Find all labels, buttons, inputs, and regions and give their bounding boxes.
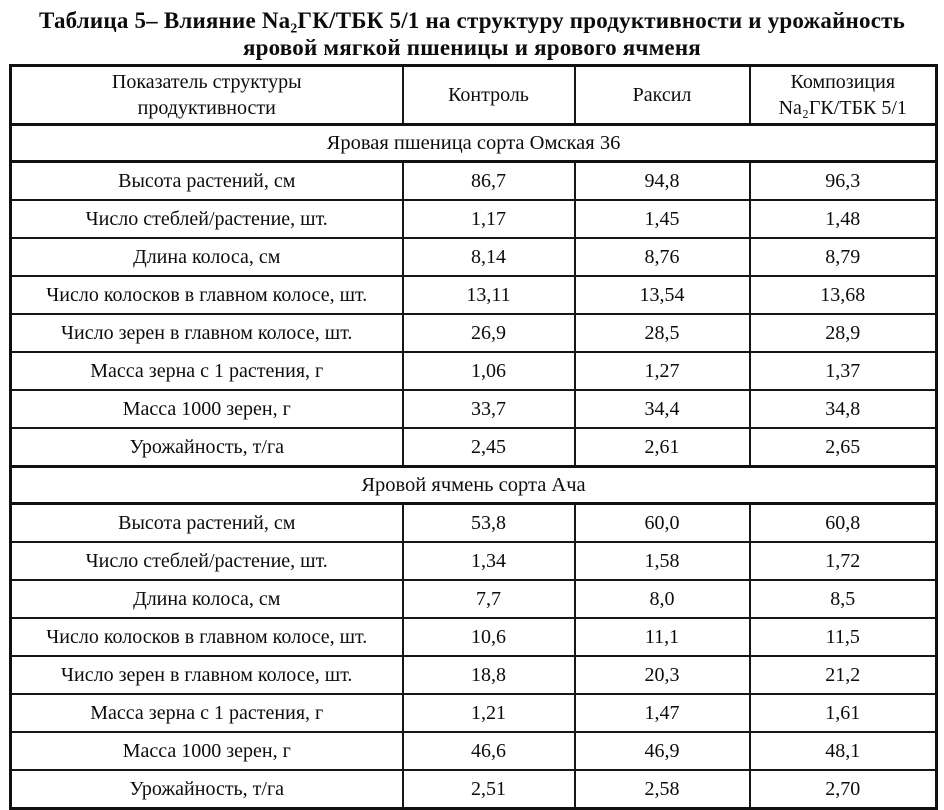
table-row: [11, 162, 937, 201]
table-row: [11, 352, 937, 390]
value-cell: 20,3: [575, 656, 750, 694]
value-cell: 13,68: [750, 276, 937, 314]
column-header-composition: [750, 66, 937, 125]
table-row: [11, 504, 937, 543]
column-header-indicator-label: Показатель структуры продуктивности: [111, 71, 302, 120]
value-cell: 1,45: [575, 200, 750, 238]
value-cell: 48,1: [750, 732, 937, 770]
row-label: Число стеблей/растение, шт.: [11, 542, 403, 580]
value-cell: 2,61: [575, 428, 750, 467]
row-label: Высота растений, см: [11, 504, 403, 543]
table-row: [11, 694, 937, 732]
row-label: Высота растений, см: [11, 162, 403, 201]
column-header-control: Контроль: [403, 66, 575, 125]
value-cell: 1,48: [750, 200, 937, 238]
table-row: [11, 390, 937, 428]
value-cell: 8,5: [750, 580, 937, 618]
value-cell: 86,7: [403, 162, 575, 201]
row-label: Длина колоса, см: [11, 580, 403, 618]
value-cell: 1,06: [403, 352, 575, 390]
table-row: [11, 542, 937, 580]
table-caption: [0, 0, 944, 61]
value-cell: 94,8: [575, 162, 750, 201]
value-cell: 28,9: [750, 314, 937, 352]
value-cell: 2,58: [575, 770, 750, 809]
value-cell: 18,8: [403, 656, 575, 694]
row-label: Урожайность, т/га: [11, 428, 403, 467]
value-cell: 8,76: [575, 238, 750, 276]
value-cell: 13,54: [575, 276, 750, 314]
value-cell: 8,79: [750, 238, 937, 276]
value-cell: 11,5: [750, 618, 937, 656]
column-header-composition-label: Композиция Na₂ГК/ТБК 5/1: [778, 71, 907, 120]
table-caption-line2: яровой мягкой пшеницы и ярового ячменя: [243, 35, 701, 61]
table-row: [11, 770, 937, 809]
value-cell: 1,17: [403, 200, 575, 238]
row-label: Масса 1000 зерен, г: [11, 390, 403, 428]
table-caption-line1: Таблица 5– Влияние Na₂ГК/ТБК 5/1 на структуру продуктивности и урожайность: [39, 8, 905, 33]
value-cell: 2,70: [750, 770, 937, 809]
value-cell: 46,9: [575, 732, 750, 770]
value-cell: 8,0: [575, 580, 750, 618]
value-cell: 2,45: [403, 428, 575, 467]
value-cell: 1,21: [403, 694, 575, 732]
table-body: [11, 125, 937, 809]
value-cell: 60,0: [575, 504, 750, 543]
value-cell: 1,34: [403, 542, 575, 580]
value-cell: 2,65: [750, 428, 937, 467]
table-row: [11, 580, 937, 618]
column-header-raksil: Раксил: [575, 66, 750, 125]
value-cell: 46,6: [403, 732, 575, 770]
table-row: [11, 200, 937, 238]
row-label: Масса зерна с 1 растения, г: [11, 694, 403, 732]
row-label: Масса зерна с 1 растения, г: [11, 352, 403, 390]
table-row: [11, 618, 937, 656]
value-cell: 21,2: [750, 656, 937, 694]
value-cell: 11,1: [575, 618, 750, 656]
row-label: Число зерен в главном колосе, шт.: [11, 656, 403, 694]
table-row: [11, 314, 937, 352]
value-cell: 1,72: [750, 542, 937, 580]
value-cell: 1,37: [750, 352, 937, 390]
value-cell: 26,9: [403, 314, 575, 352]
value-cell: 1,27: [575, 352, 750, 390]
value-cell: 53,8: [403, 504, 575, 543]
value-cell: 8,14: [403, 238, 575, 276]
row-label: Масса 1000 зерен, г: [11, 732, 403, 770]
value-cell: 60,8: [750, 504, 937, 543]
row-label: Число колосков в главном колосе, шт.: [11, 276, 403, 314]
value-cell: 1,61: [750, 694, 937, 732]
value-cell: 13,11: [403, 276, 575, 314]
table-row: [11, 276, 937, 314]
value-cell: 28,5: [575, 314, 750, 352]
value-cell: 2,51: [403, 770, 575, 809]
value-cell: 34,4: [575, 390, 750, 428]
row-label: Урожайность, т/га: [11, 770, 403, 809]
value-cell: 1,47: [575, 694, 750, 732]
value-cell: 7,7: [403, 580, 575, 618]
section-header: Яровая пшеница сорта Омская 36: [11, 125, 937, 162]
table-row: [11, 656, 937, 694]
table-row: [11, 238, 937, 276]
row-label: Число стеблей/растение, шт.: [11, 200, 403, 238]
value-cell: 1,58: [575, 542, 750, 580]
section-header-row: [11, 125, 937, 162]
value-cell: 96,3: [750, 162, 937, 201]
row-label: Длина колоса, см: [11, 238, 403, 276]
row-label: Число зерен в главном колосе, шт.: [11, 314, 403, 352]
row-label: Число колосков в главном колосе, шт.: [11, 618, 403, 656]
table-row: [11, 732, 937, 770]
column-header-indicator: [11, 66, 403, 125]
table-row: [11, 428, 937, 467]
section-header-row: [11, 467, 937, 504]
productivity-table: [9, 64, 938, 810]
value-cell: 33,7: [403, 390, 575, 428]
value-cell: 34,8: [750, 390, 937, 428]
value-cell: 10,6: [403, 618, 575, 656]
section-header: Яровой ячмень сорта Ача: [11, 467, 937, 504]
column-header-row: [11, 66, 937, 125]
